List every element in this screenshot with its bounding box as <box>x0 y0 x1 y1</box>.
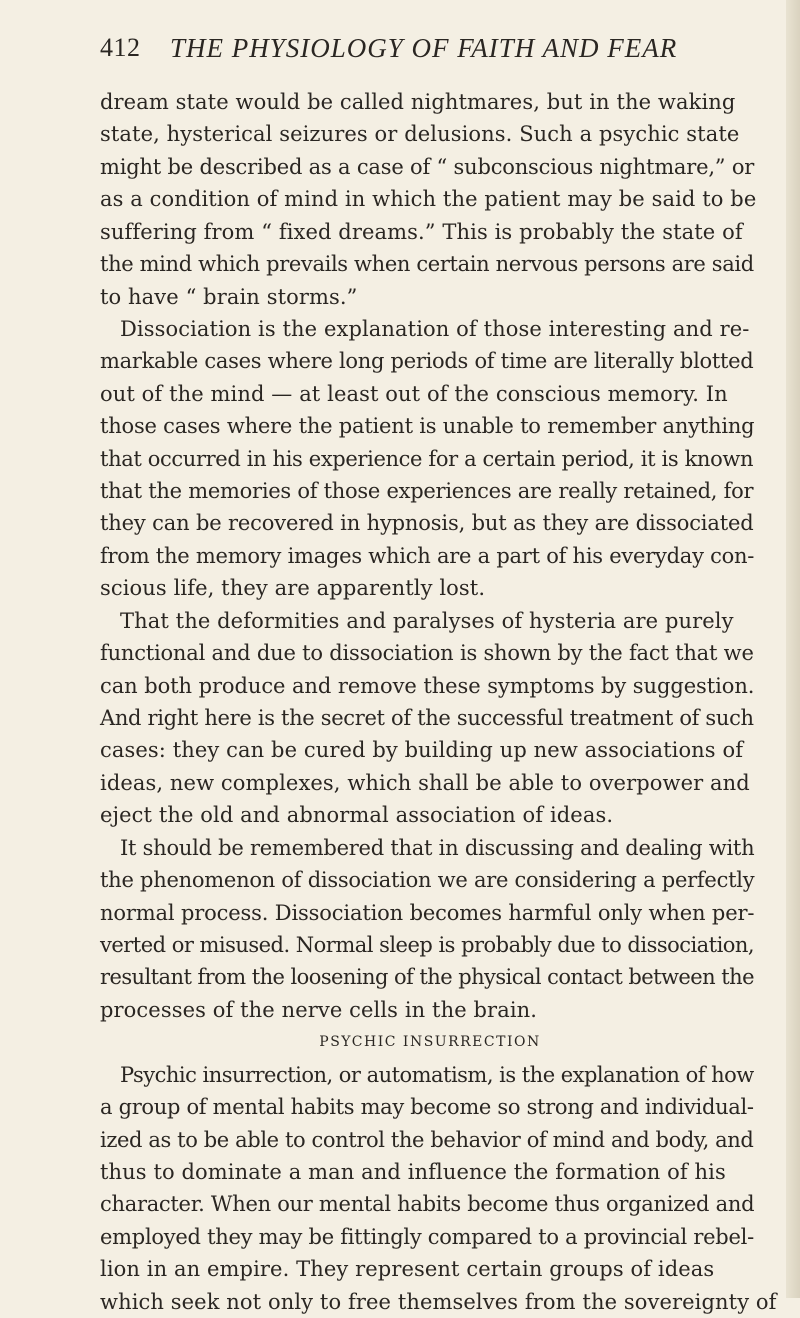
text-line: the mind which prevails when certain nervous persons are said <box>100 252 754 277</box>
text-line: those cases where the patient is unable to remember anything <box>100 414 755 439</box>
text-line: verted or misused. Normal sleep is probably due to dissociation, <box>100 932 755 957</box>
text-line: ideas, new complexes, which shall be able to overpower and <box>100 770 750 795</box>
text-line: scious life, they are apparently lost. <box>100 576 486 601</box>
text-line: that the memories of those experiences are really retained, for <box>100 479 754 504</box>
text-line: functional and due to dissociation is shown by the fact that we <box>100 641 754 666</box>
text-line: a group of mental habits may become so strong and individual- <box>100 1095 754 1120</box>
section-heading: PSYCHIC INSURRECTION <box>319 1034 541 1051</box>
text-line: from the memory images which are a part of his everyday con- <box>100 543 755 568</box>
text-line: they can be recovered in hypnosis, but as they are dissociated <box>100 511 754 536</box>
text-line: as a condition of mind in which the patient may be said to be <box>100 187 757 212</box>
text-line: that occurred in his experience for a certain period, it is known <box>100 446 754 471</box>
text-line: It should be remembered that in discussing and dealing with <box>120 835 755 860</box>
text-line: the phenomenon of dissociation we are considering a perfectly <box>100 868 755 893</box>
text-line: resultant from the loosening of the physical contact between the <box>100 965 754 990</box>
running-title: THE PHYSIOLOGY OF FAITH AND FEAR <box>170 33 678 63</box>
text-line: That the deformities and paralyses of hysteria are purely <box>120 608 734 633</box>
text-line: markable cases where long periods of time are literally blotted <box>100 349 754 374</box>
text-line: ized as to be able to control the behavior of mind and body, and <box>100 1127 754 1152</box>
text-line: which seek not only to free themselves from the sovereignty of <box>100 1289 777 1314</box>
text-line: suffering from “ fixed dreams.” This is probably the state of <box>100 219 743 244</box>
text-line: And right here is the secret of the successful treatment of such <box>100 706 754 731</box>
text-line: Psychic insurrection, or automatism, is the explanation of how <box>120 1062 754 1087</box>
text-line: lion in an empire. They represent certain groups of ideas <box>100 1257 715 1282</box>
text-line: thus to dominate a man and influence the formation of his <box>100 1159 726 1184</box>
text-line: employed they may be fittingly compared to a provincial rebel- <box>100 1224 754 1249</box>
running-head <box>100 30 740 70</box>
body-text <box>100 86 777 1318</box>
text-line: processes of the nerve cells in the brain. <box>100 997 538 1022</box>
text-line: dream state would be called nightmares, but in the waking <box>100 90 736 114</box>
text-line: out of the mind — at least out of the conscious memory. In <box>100 381 728 406</box>
page-edge-shadow <box>786 0 800 1298</box>
text-line: might be described as a case of “ subconscious nightmare,” or <box>100 154 755 179</box>
text-line: character. When our mental habits become thus organized and <box>100 1192 755 1217</box>
page-number: 412 <box>100 33 141 62</box>
text-line: state, hysterical seizures or delusions. Such a psychic state <box>100 122 740 147</box>
text-line: to have “ brain storms.” <box>100 284 358 309</box>
text-line: normal process. Dissociation becomes harmful only when per- <box>100 900 755 925</box>
text-line: Dissociation is the explanation of those interesting and re- <box>120 316 750 341</box>
text-line: cases: they can be cured by building up new associations of <box>100 738 744 763</box>
text-line: eject the old and abnormal association of ideas. <box>100 803 614 828</box>
text-line: can both produce and remove these symptoms by suggestion. <box>100 673 755 698</box>
